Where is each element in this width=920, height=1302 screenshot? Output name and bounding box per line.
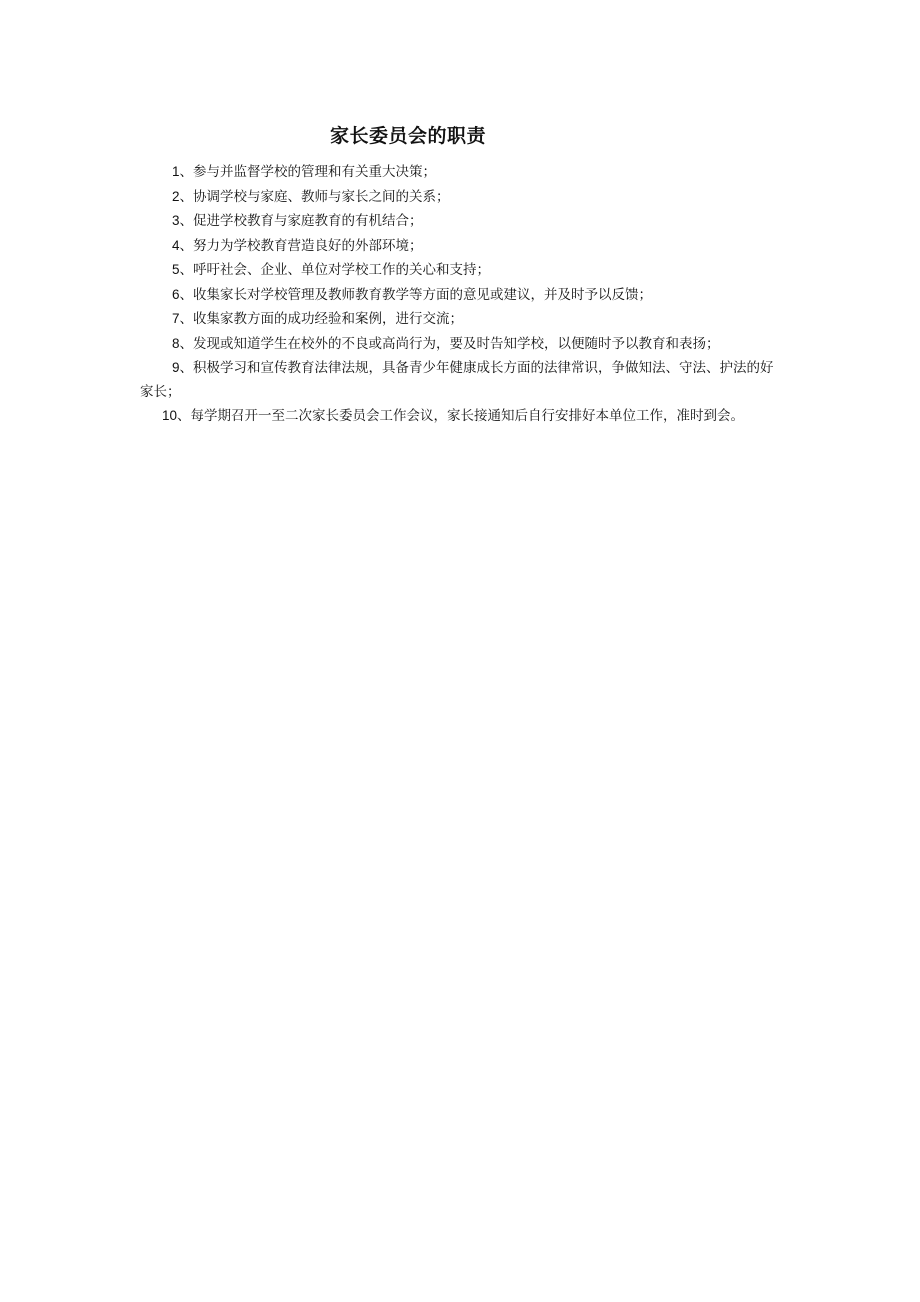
list-item <box>140 356 785 404</box>
item-number: 9 <box>172 360 180 375</box>
list-item <box>140 283 785 308</box>
item-text: 、努力为学校教育营造良好的外部环境； <box>179 237 423 254</box>
item-number: 7 <box>172 311 180 326</box>
list-item <box>140 234 785 259</box>
item-number: 5 <box>172 262 180 277</box>
list-item <box>140 258 785 283</box>
list-item <box>140 209 785 234</box>
item-number: 2 <box>172 188 180 204</box>
item-number: 8 <box>172 335 180 351</box>
item-text: 、协调学校与家庭、教师与家长之间的关系； <box>179 188 450 205</box>
item-number: 10 <box>162 408 178 423</box>
list-item <box>140 307 785 332</box>
item-number: 3 <box>172 213 180 228</box>
list-item <box>140 404 785 429</box>
item-text: 、积极学习和宣传教育法律法规，具备青少年健康成长方面的法律常识，争做知法、守法、护法的好家长； <box>140 360 774 400</box>
item-text: 、每学期召开一至二次家长委员会工作会议，家长接通知后自行安排好本单位工作，准时到会。 <box>177 408 745 424</box>
document-body <box>140 160 785 429</box>
list-item <box>140 160 785 185</box>
item-number: 6 <box>172 286 180 302</box>
item-number: 1 <box>172 164 180 179</box>
item-text: 、参与并监督学校的管理和有关重大决策； <box>179 164 437 180</box>
item-text: 、收集家教方面的成功经验和案例，进行交流； <box>179 311 464 327</box>
item-text: 、收集家长对学校管理及教师教育教学等方面的意见或建议，并及时予以反馈； <box>179 286 653 303</box>
document-title: 家长委员会的职责 <box>330 125 487 147</box>
list-item <box>140 332 785 357</box>
item-text: 、呼吁社会、企业、单位对学校工作的关心和支持； <box>179 262 491 278</box>
item-text: 、发现或知道学生在校外的不良或高尚行为，要及时告知学校，以便随时予以教育和表扬； <box>179 335 720 352</box>
item-text: 、促进学校教育与家庭教育的有机结合； <box>179 213 423 229</box>
list-item <box>140 185 785 210</box>
item-number: 4 <box>172 237 180 253</box>
